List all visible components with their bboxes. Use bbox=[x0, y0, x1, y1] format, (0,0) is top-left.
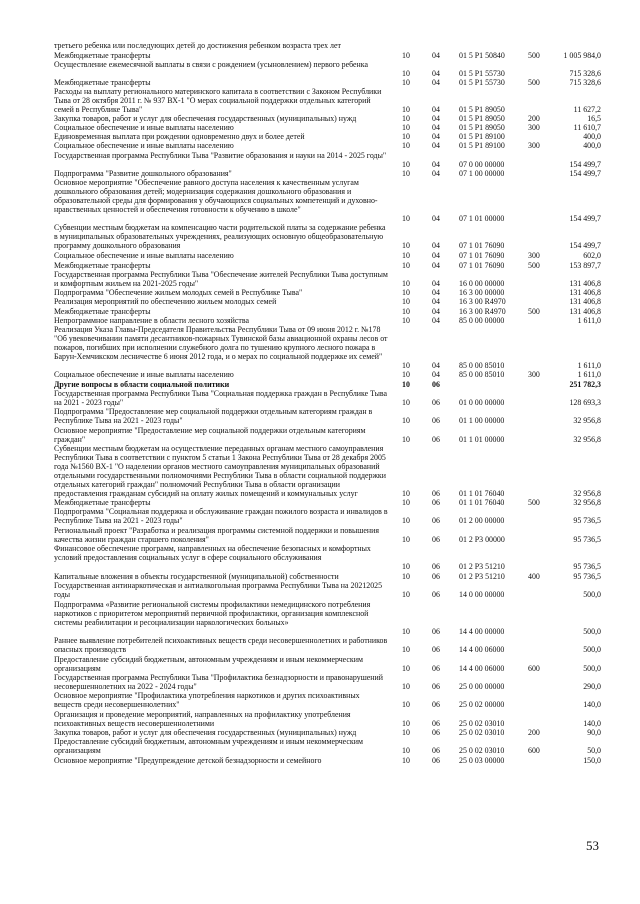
row-vr: 200 bbox=[528, 728, 540, 737]
row-pr: 06 bbox=[432, 534, 440, 544]
row-sum: 154 499,7 bbox=[569, 159, 601, 169]
row-rz: 10 bbox=[402, 515, 410, 525]
row-name: Государственная программа Республики Тыва "Социальная поддержка граждан в Республике Тыва на 2021 - 2023 годы" bbox=[54, 389, 387, 407]
row-name: Закупка товаров, работ и услуг для обеспечения государственных (муниципальных) нужд bbox=[54, 114, 357, 123]
row-pr: 06 bbox=[432, 561, 440, 571]
row-rz: 10 bbox=[402, 213, 410, 223]
row-rz: 10 bbox=[402, 278, 410, 288]
row-pr: 04 bbox=[432, 316, 440, 325]
row-pr: 04 bbox=[432, 68, 440, 78]
row-name: Субвенции местным бюджетам на осуществление переданных органам местного самоуправления Республики Тыва в соответствии с пунктом 5 статьи 1 Закона Республики Тыва от 28 декабря 2005 года №1560 ВХ-1 "О наделении органов местного самоуправления муниципальных образований отдельными государственными полномочиями Республики Тыва в области социальной поддержки отдельных категорий граждан" полномочий Республики Тыва в области организации предоставления гражданам субсидий на оплату жилых помещений и коммунальных услуг bbox=[54, 444, 386, 498]
row-vr: 200 bbox=[528, 114, 540, 123]
row-name: Социальное обеспечение и иные выплаты населению bbox=[54, 370, 234, 379]
row-pr: 04 bbox=[432, 78, 440, 87]
row-vr: 500 bbox=[528, 78, 540, 87]
row-vr: 300 bbox=[528, 141, 540, 150]
row-pr: 04 bbox=[432, 240, 440, 250]
row-name: Государственная программа Республики Тыва "Профилактика безнадзорности и правонарушений несовершеннолетних на 2022 - 2024 годы" bbox=[54, 673, 383, 691]
row-rz: 10 bbox=[402, 104, 410, 114]
row-csr: 14 0 00 00000 bbox=[459, 589, 505, 599]
row-name: третьего ребенка или последующих детей до достижения ребенком возраста трех лет bbox=[54, 41, 341, 50]
row-rz: 10 bbox=[402, 51, 410, 60]
row-vr: 500 bbox=[528, 51, 540, 60]
row-pr: 06 bbox=[432, 663, 440, 673]
row-vr: 500 bbox=[528, 261, 540, 270]
row-sum: 11 610,7 bbox=[573, 123, 601, 132]
row-sum: 1 611,0 bbox=[577, 360, 601, 370]
row-rz: 10 bbox=[402, 699, 410, 709]
row-rz: 10 bbox=[402, 240, 410, 250]
row-pr: 06 bbox=[432, 681, 440, 691]
row-csr: 14 4 00 06000 bbox=[459, 663, 505, 673]
row-pr: 06 bbox=[432, 745, 440, 755]
row-name: Предоставление субсидий бюджетным, автономным учреждениям и иным некоммерческим организациям bbox=[54, 737, 363, 755]
row-csr: 07 1 01 76090 bbox=[459, 240, 505, 250]
row-csr: 01 2 00 00000 bbox=[459, 515, 505, 525]
row-csr: 01 5 P1 89050 bbox=[459, 104, 505, 114]
row-csr: 16 3 00 R4970 bbox=[459, 307, 506, 316]
row-sum: 16,5 bbox=[587, 114, 601, 123]
row-name: Основное мероприятие "Обеспечение равного доступа населения к качественным услугам дошкольного образования детей; модернизация содержания дошкольного образования и образовательной среды для формирования у обучающихся социальных компетенций и духовно-нравственных ценностей и обеспечения готовности к обучению в школе" bbox=[54, 178, 378, 214]
row-sum: 140,0 bbox=[583, 699, 601, 709]
row-csr: 07 1 01 76090 bbox=[459, 251, 505, 260]
row-pr: 04 bbox=[432, 360, 440, 370]
page-number: 53 bbox=[586, 838, 599, 853]
row-csr: 16 3 00 00000 bbox=[459, 288, 505, 297]
row-name: Реализация мероприятий по обеспечению жильем молодых семей bbox=[54, 297, 277, 306]
row-pr: 06 bbox=[432, 728, 440, 737]
row-vr: 300 bbox=[528, 370, 540, 379]
row-vr: 500 bbox=[528, 307, 540, 316]
row-name: Закупка товаров, работ и услуг для обеспечения государственных (муниципальных) нужд bbox=[54, 728, 357, 737]
row-rz: 10 bbox=[402, 169, 410, 178]
row-csr: 07 1 00 00000 bbox=[459, 169, 505, 178]
row-rz: 10 bbox=[402, 68, 410, 78]
row-rz: 10 bbox=[402, 261, 410, 270]
row-name: Межбюджетные трансферты bbox=[54, 498, 151, 507]
row-name: Подпрограмма "Социальная поддержка и обслуживание граждан пожилого возраста и инвалидов в Республике Тыва на 2021 - 2023 годы" bbox=[54, 507, 388, 525]
row-csr: 07 1 01 76090 bbox=[459, 261, 505, 270]
row-name: Социальное обеспечение и иные выплаты населению bbox=[54, 251, 234, 260]
row-name: Основное мероприятие "Профилактика употребления наркотиков и других психоактивных веществ среди несовершеннолетних" bbox=[54, 691, 360, 709]
row-pr: 06 bbox=[432, 498, 440, 507]
row-vr: 600 bbox=[528, 745, 540, 755]
row-csr: 01 5 P1 55730 bbox=[459, 68, 505, 78]
row-vr: 600 bbox=[528, 663, 540, 673]
row-rz: 10 bbox=[402, 360, 410, 370]
row-rz: 10 bbox=[402, 397, 410, 407]
row-sum: 90,0 bbox=[587, 728, 601, 737]
row-name: Региональный проект "Разработка и реализация программы системной поддержки и повышения качества жизни граждан старшего поколения" bbox=[54, 526, 379, 544]
row-sum: 95 736,5 bbox=[573, 534, 601, 544]
row-pr: 04 bbox=[432, 132, 440, 141]
row-rz: 10 bbox=[402, 534, 410, 544]
row-csr: 14 4 00 00000 bbox=[459, 626, 505, 636]
row-pr: 04 bbox=[432, 123, 440, 132]
row-name: Реализация Указа Главы-Председателя Правительства Республики Тыва от 09 июня 2012 г. №178 "Об увековечивании памяти десантников-пожарных Тувинской базы авиационной охраны лесов от пожаров, погибших при исполнении служебного долга по тушению крупного лесного пожара в Барун-Хемчикском лесничестве 6 июня 2012 года, и о мерах по социальной поддержке их семей" bbox=[54, 325, 388, 361]
row-name: Единовременная выплата при рождении одновременно двух и более детей bbox=[54, 132, 305, 141]
row-sum: 140,0 bbox=[583, 718, 601, 728]
row-pr: 04 bbox=[432, 213, 440, 223]
row-csr: 01 1 01 76040 bbox=[459, 498, 505, 507]
row-pr: 04 bbox=[432, 141, 440, 150]
row-sum: 32 956,8 bbox=[573, 488, 601, 498]
row-name: Государственная антинаркотическая и антиалкогольная программа Республики Тыва на 20212025 годы bbox=[54, 581, 383, 599]
row-csr: 01 2 P3 51210 bbox=[459, 561, 505, 571]
row-vr: 400 bbox=[528, 572, 540, 581]
row-rz: 10 bbox=[402, 745, 410, 755]
row-csr: 07 0 00 00000 bbox=[459, 159, 505, 169]
row-pr: 04 bbox=[432, 159, 440, 169]
row-pr: 06 bbox=[432, 756, 440, 765]
row-pr: 06 bbox=[432, 415, 440, 425]
row-csr: 85 0 00 85010 bbox=[459, 370, 505, 379]
row-sum: 1 611,0 bbox=[577, 316, 601, 325]
row-csr: 25 0 02 03010 bbox=[459, 728, 505, 737]
row-csr: 25 0 02 00000 bbox=[459, 699, 505, 709]
row-pr: 04 bbox=[432, 251, 440, 260]
row-rz: 10 bbox=[402, 123, 410, 132]
row-name: Подпрограмма "Развитие дошкольного образования" bbox=[54, 169, 232, 178]
row-sum: 500,0 bbox=[583, 626, 601, 636]
row-sum: 400,0 bbox=[583, 132, 601, 141]
row-rz: 10 bbox=[402, 626, 410, 636]
row-csr: 01 2 P3 51210 bbox=[459, 572, 505, 581]
row-csr: 85 0 00 85010 bbox=[459, 360, 505, 370]
row-sum: 32 956,8 bbox=[573, 415, 601, 425]
row-pr: 06 bbox=[432, 488, 440, 498]
row-sum: 50,0 bbox=[587, 745, 601, 755]
row-name: Межбюджетные трансферты bbox=[54, 261, 151, 270]
row-name: Социальное обеспечение и иные выплаты населению bbox=[54, 123, 234, 132]
row-sum: 154 499,7 bbox=[569, 240, 601, 250]
row-csr: 25 0 03 00000 bbox=[459, 756, 505, 765]
row-rz: 10 bbox=[402, 114, 410, 123]
row-rz: 10 bbox=[402, 316, 410, 325]
row-name: Капитальные вложения в объекты государственной (муниципальной) собственности bbox=[54, 572, 339, 581]
row-name: Межбюджетные трансферты bbox=[54, 307, 151, 316]
row-rz: 10 bbox=[402, 589, 410, 599]
row-rz: 10 bbox=[402, 78, 410, 87]
row-rz: 10 bbox=[402, 498, 410, 507]
row-rz: 10 bbox=[402, 288, 410, 297]
row-sum: 128 693,3 bbox=[569, 397, 601, 407]
row-rz: 10 bbox=[402, 681, 410, 691]
row-csr: 25 0 00 00000 bbox=[459, 681, 505, 691]
row-sum: 500,0 bbox=[583, 644, 601, 654]
row-sum: 500,0 bbox=[583, 589, 601, 599]
row-pr: 04 bbox=[432, 307, 440, 316]
row-pr: 04 bbox=[432, 104, 440, 114]
row-sum: 1 611,0 bbox=[577, 370, 601, 379]
row-name: Организация и проведение мероприятий, направленных на профилактику употребления психоактивных веществ несовершеннолетними bbox=[54, 710, 351, 728]
row-vr: 300 bbox=[528, 251, 540, 260]
row-csr: 14 4 00 06000 bbox=[459, 644, 505, 654]
row-sum: 131 406,8 bbox=[569, 307, 601, 316]
row-sum: 150,0 bbox=[583, 756, 601, 765]
row-rz: 10 bbox=[402, 572, 410, 581]
row-sum: 715 328,6 bbox=[569, 68, 601, 78]
row-pr: 04 bbox=[432, 169, 440, 178]
row-csr: 01 5 P1 89100 bbox=[459, 132, 505, 141]
row-rz: 10 bbox=[402, 434, 410, 444]
row-pr: 06 bbox=[432, 718, 440, 728]
row-name: Подпрограмма "Обеспечение жильем молодых семей в Республике Тыва" bbox=[54, 288, 303, 297]
row-rz: 10 bbox=[402, 159, 410, 169]
row-sum: 1 005 984,0 bbox=[563, 51, 601, 60]
row-csr: 01 2 P3 00000 bbox=[459, 534, 505, 544]
row-sum: 131 406,8 bbox=[569, 297, 601, 306]
row-sum: 95 736,5 bbox=[573, 515, 601, 525]
row-rz: 10 bbox=[402, 251, 410, 260]
row-csr: 01 5 P1 89050 bbox=[459, 123, 505, 132]
row-csr: 01 5 P1 55730 bbox=[459, 78, 505, 87]
row-sum: 131 406,8 bbox=[569, 288, 601, 297]
row-name: Расходы на выплату регионального материнского капитала в соответствии с Законом Республики Тыва от 28 октября 2011 г. № 937 ВХ-1 "О мерах социальной поддержки отдельных категорий семей в Республике Тыва" bbox=[54, 87, 382, 114]
row-pr: 04 bbox=[432, 278, 440, 288]
row-csr: 01 1 00 00000 bbox=[459, 415, 505, 425]
row-rz: 10 bbox=[402, 415, 410, 425]
row-sum: 500,0 bbox=[583, 663, 601, 673]
row-rz: 10 bbox=[402, 141, 410, 150]
row-csr: 25 0 02 03010 bbox=[459, 718, 505, 728]
row-name: Субвенции местным бюджетам на компенсацию части родительской платы за содержание ребенка в муниципальных образовательных учреждениях, реализующих основную общеобразовательную программу дошкольного образования bbox=[54, 223, 386, 250]
row-name: Государственная программа Республики Тыва "Развитие образования и науки на 2014 - 2025 годы" bbox=[54, 151, 387, 160]
row-name: Финансовое обеспечение программ, направленных на обеспечение безопасных и комфортных условий предоставления социальных услуг в сфере социального обслуживания bbox=[54, 544, 371, 562]
row-csr: 01 1 01 76040 bbox=[459, 488, 505, 498]
row-name: Подпрограмма "Предоставление мер социальной поддержки отдельным категориям граждан в Республике Тыва на 2021 - 2023 годы" bbox=[54, 407, 373, 425]
row-rz: 10 bbox=[402, 488, 410, 498]
row-pr: 06 bbox=[432, 626, 440, 636]
row-name: Осуществление ежемесячной выплаты в связи с рождением (усыновлением) первого ребенка bbox=[54, 60, 368, 69]
row-csr: 01 0 00 00000 bbox=[459, 397, 505, 407]
row-pr: 04 bbox=[432, 370, 440, 379]
row-rz: 10 bbox=[402, 297, 410, 306]
row-name: Межбюджетные трансферты bbox=[54, 78, 151, 87]
row-name: Подпрограмма «Развитие региональной системы профилактики немедицинского потребления наркотиков с приоритетом мероприятий первичной профилактики, организация комплексной системы реабилитации и ресоциализации наркологических больных» bbox=[54, 600, 371, 627]
row-pr: 06 bbox=[432, 434, 440, 444]
row-name: Основное мероприятие "Предоставление мер социальной поддержки отдельным категориям граждан" bbox=[54, 426, 366, 444]
row-csr: 16 0 00 00000 bbox=[459, 278, 505, 288]
row-csr: 25 0 02 03010 bbox=[459, 745, 505, 755]
row-sum: 95 736,5 bbox=[573, 572, 601, 581]
row-sum: 32 956,8 bbox=[573, 498, 601, 507]
row-sum: 715 328,6 bbox=[569, 78, 601, 87]
row-sum: 95 736,5 bbox=[573, 561, 601, 571]
row-rz: 10 bbox=[402, 644, 410, 654]
row-sum: 11 627,2 bbox=[573, 104, 601, 114]
row-sum: 32 956,8 bbox=[573, 434, 601, 444]
row-csr: 07 1 01 00000 bbox=[459, 213, 505, 223]
row-vr: 300 bbox=[528, 123, 540, 132]
row-pr: 04 bbox=[432, 261, 440, 270]
row-name: Непрограммное направление в области лесного хозяйства bbox=[54, 316, 249, 325]
row-rz: 10 bbox=[402, 718, 410, 728]
row-pr: 04 bbox=[432, 51, 440, 60]
row-pr: 06 bbox=[432, 515, 440, 525]
row-rz: 10 bbox=[402, 307, 410, 316]
row-pr: 06 bbox=[432, 589, 440, 599]
row-name: Государственная программа Республики Тыва "Обеспечение жителей Республики Тыва доступным и комфортным жильем на 2021-2025 годы" bbox=[54, 270, 388, 288]
row-name: Предоставление субсидий бюджетным, автономным учреждениям и иным некоммерческим организациям bbox=[54, 655, 363, 673]
row-sum: 153 897,7 bbox=[569, 261, 601, 270]
row-name: Основное мероприятие "Предупреждение детской безнадзорности и семейного bbox=[54, 756, 322, 765]
row-rz: 10 bbox=[402, 728, 410, 737]
row-name: Другие вопросы в области социальной политики bbox=[54, 380, 230, 389]
row-rz: 10 bbox=[402, 380, 410, 389]
row-name: Раннее выявление потребителей психоактивных веществ среди несовершеннолетних и работников опасных производств bbox=[54, 636, 388, 654]
row-pr: 04 bbox=[432, 297, 440, 306]
row-rz: 10 bbox=[402, 132, 410, 141]
row-pr: 06 bbox=[432, 397, 440, 407]
row-pr: 06 bbox=[432, 699, 440, 709]
row-sum: 290,0 bbox=[583, 681, 601, 691]
row-rz: 10 bbox=[402, 561, 410, 571]
row-pr: 06 bbox=[432, 644, 440, 654]
row-csr: 01 5 P1 50840 bbox=[459, 51, 505, 60]
row-name: Социальное обеспечение и иные выплаты населению bbox=[54, 141, 234, 150]
row-pr: 06 bbox=[432, 380, 440, 389]
row-name: Межбюджетные трансферты bbox=[54, 51, 151, 60]
row-rz: 10 bbox=[402, 370, 410, 379]
row-vr: 500 bbox=[528, 498, 540, 507]
row-pr: 04 bbox=[432, 288, 440, 297]
row-rz: 10 bbox=[402, 663, 410, 673]
row-csr: 01 5 P1 89100 bbox=[459, 141, 505, 150]
row-sum: 602,0 bbox=[583, 251, 601, 260]
row-sum: 400,0 bbox=[583, 141, 601, 150]
row-pr: 04 bbox=[432, 114, 440, 123]
row-csr: 85 0 00 00000 bbox=[459, 316, 505, 325]
row-csr: 16 3 00 R4970 bbox=[459, 297, 506, 306]
row-sum: 154 499,7 bbox=[569, 213, 601, 223]
row-rz: 10 bbox=[402, 756, 410, 765]
row-pr: 06 bbox=[432, 572, 440, 581]
row-sum: 131 406,8 bbox=[569, 278, 601, 288]
row-sum: 154 499,7 bbox=[569, 169, 601, 178]
row-csr: 01 5 P1 89050 bbox=[459, 114, 505, 123]
row-csr: 01 1 01 00000 bbox=[459, 434, 505, 444]
row-sum: 251 782,3 bbox=[569, 380, 601, 389]
